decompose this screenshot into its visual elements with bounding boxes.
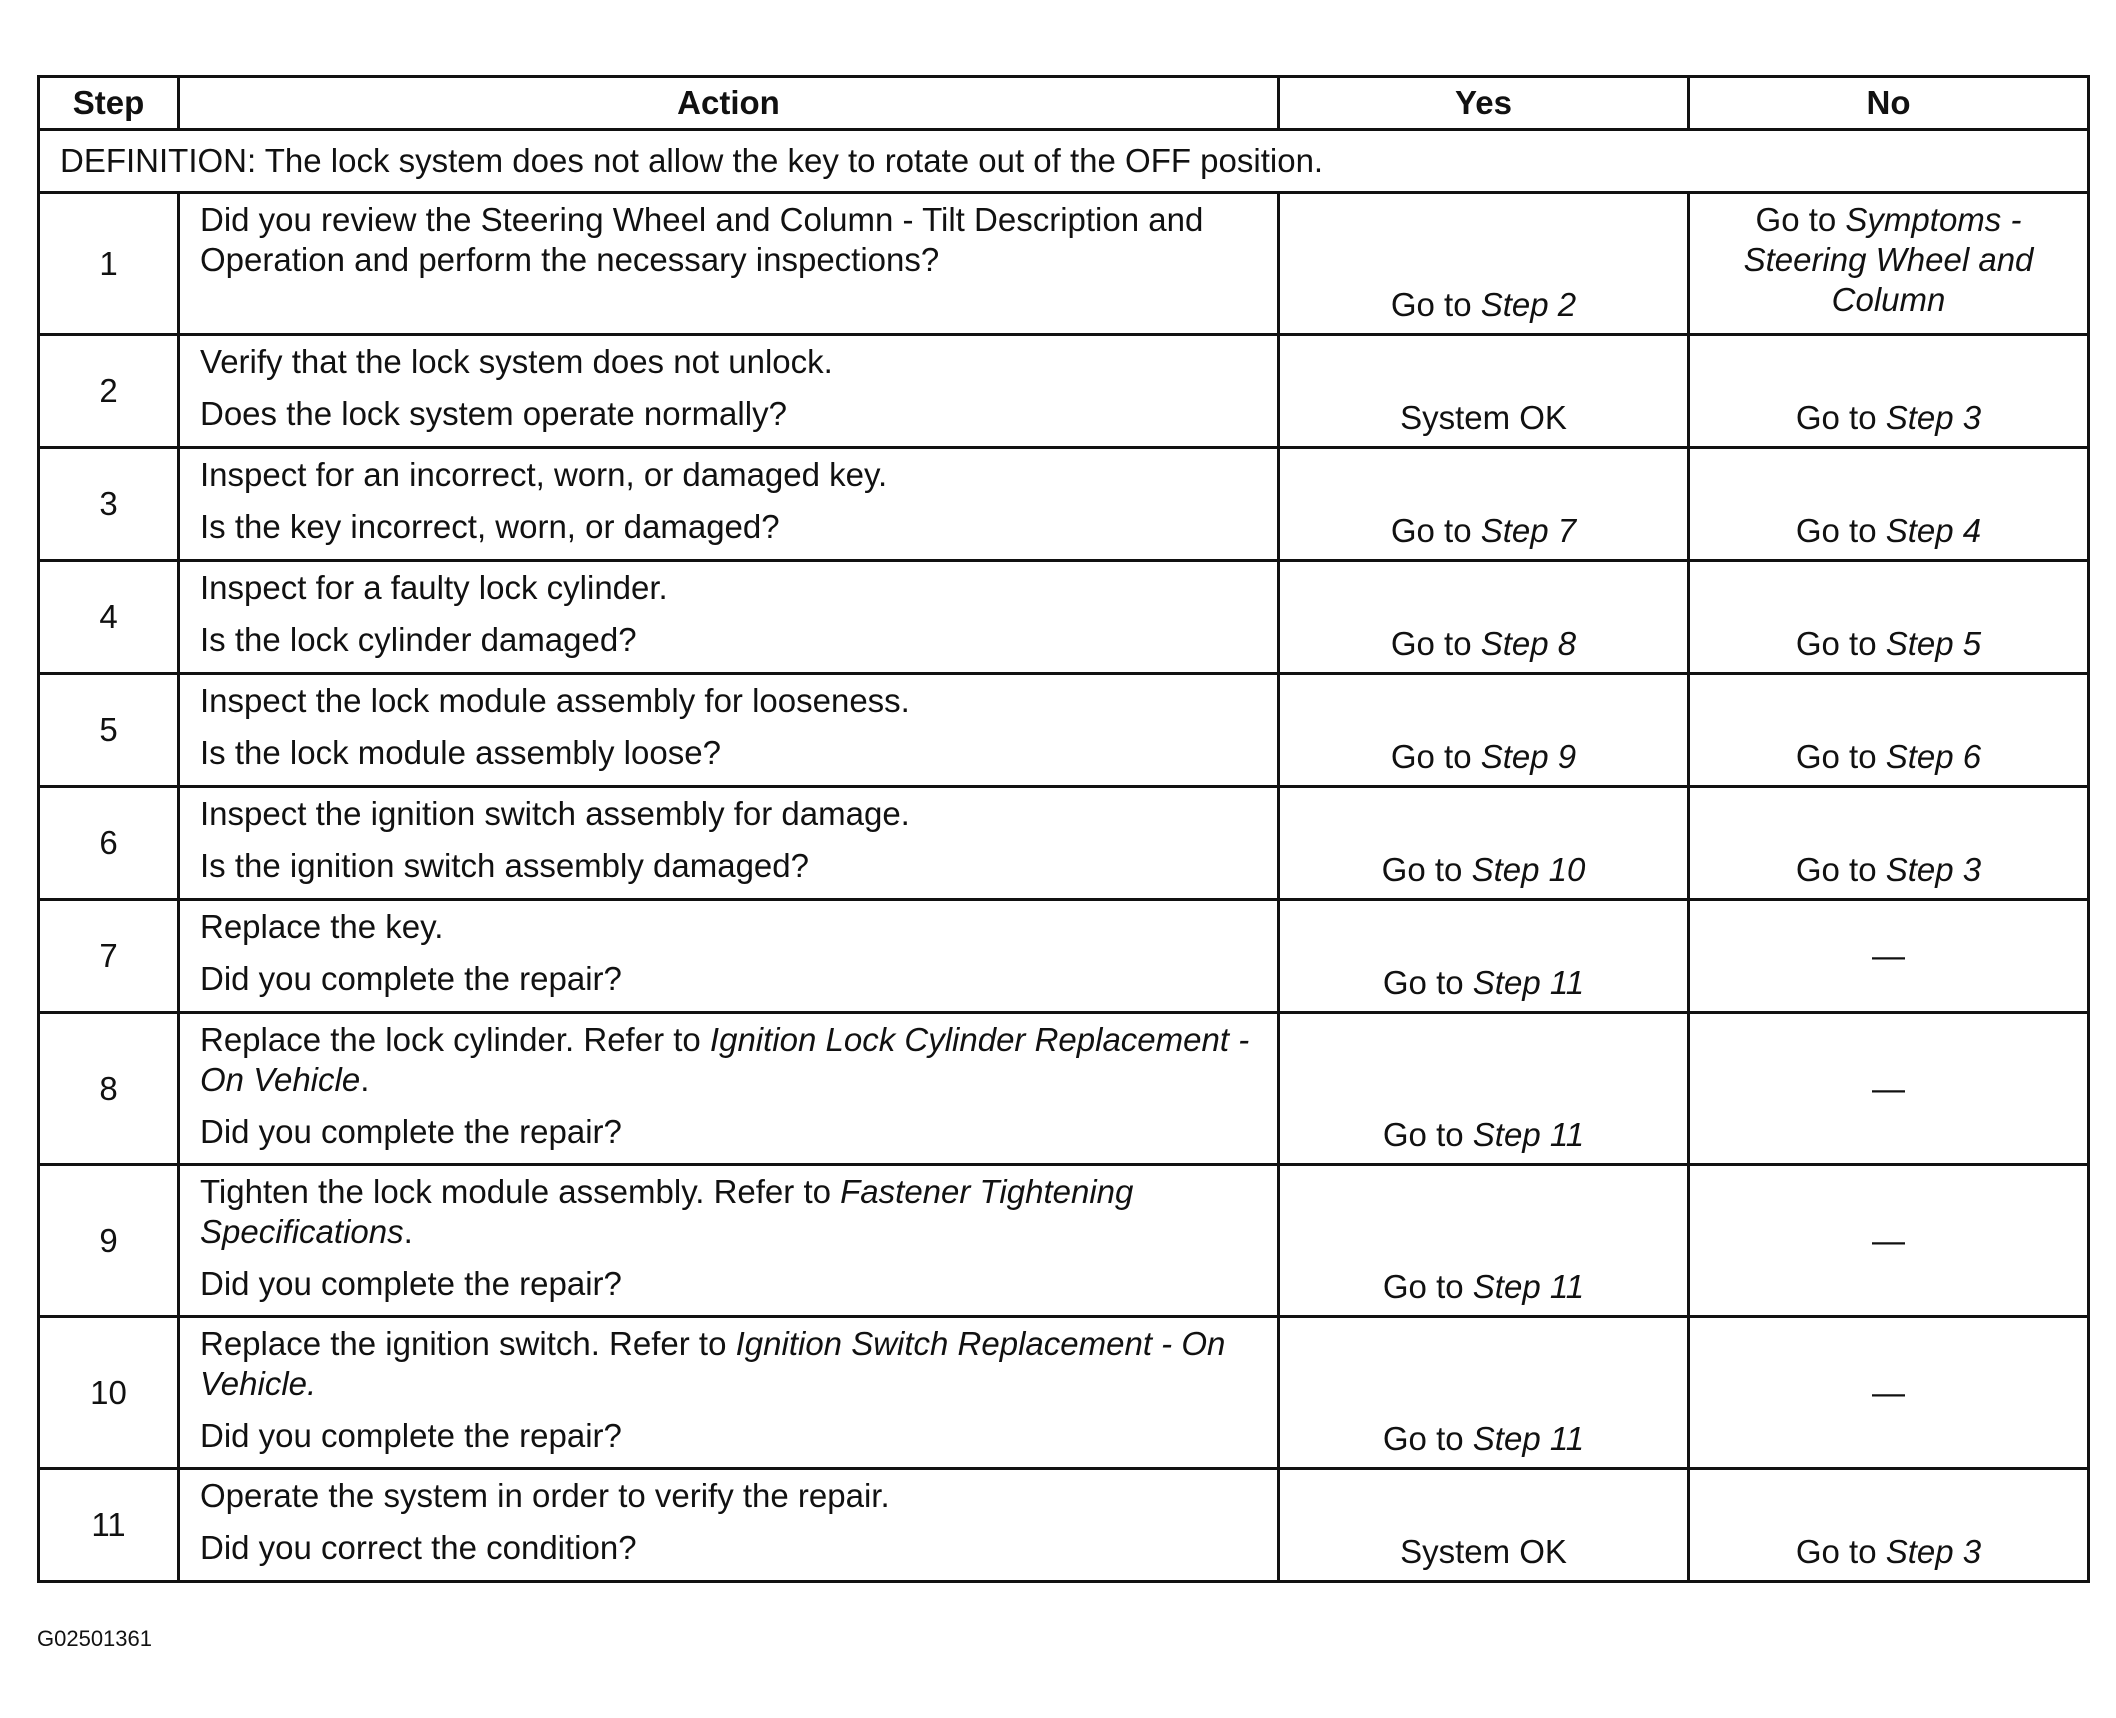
step-number: 8 [39,1013,179,1165]
action-text: Inspect the lock module assembly for looseness. [200,682,910,719]
header-yes: Yes [1279,77,1689,130]
yes-cell: System OK [1279,335,1689,448]
no-prefix: Go to [1755,201,1846,238]
table-row [39,1165,2089,1317]
yes-step-ref: Step 7 [1480,512,1577,549]
no-cell: — [1689,1013,2089,1165]
step-number: 11 [39,1469,179,1582]
action-cell [179,674,1279,787]
yes-step-ref: Step 10 [1471,851,1586,888]
step-number: 5 [39,674,179,787]
header-row [39,77,2089,130]
no-cell: — [1689,900,2089,1013]
header-no: No [1689,77,2089,130]
table-row [39,1469,2089,1582]
yes-prefix: Go to [1390,286,1481,323]
diagnostic-table [37,75,2090,1583]
yes-prefix: Go to [1381,851,1472,888]
table-row [39,787,2089,900]
no-step-ref: Step 5 [1885,625,1982,662]
no-prefix: Go to [1795,512,1886,549]
action-lead: Replace the lock cylinder. Refer to [200,1021,710,1058]
yes-prefix: Go to [1382,1268,1473,1305]
table-row [39,1317,2089,1469]
step-number: 4 [39,561,179,674]
step-number: 6 [39,787,179,900]
no-prefix: Go to [1795,851,1886,888]
action-cell [179,787,1279,900]
no-cell [1689,787,2089,900]
action-question: Did you complete the repair? [200,1113,622,1150]
action-question: Is the lock module assembly loose? [200,734,721,771]
yes-step-ref: Step 11 [1472,1268,1585,1305]
step-number: 9 [39,1165,179,1317]
no-cell [1689,335,2089,448]
action-lead: Tighten the lock module assembly. Refer to [200,1173,841,1210]
no-cell [1689,1469,2089,1582]
action-question: Is the ignition switch assembly damaged? [200,847,809,884]
no-step-ref: Step 3 [1885,851,1982,888]
step-number: 3 [39,448,179,561]
action-text: Verify that the lock system does not unlock. [200,343,833,380]
yes-cell [1279,674,1689,787]
table-row [39,674,2089,787]
yes-cell: System OK [1279,1469,1689,1582]
header-step: Step [39,77,179,130]
action-text: Inspect for an incorrect, worn, or damaged key. [200,456,888,493]
definition-row [39,130,2089,193]
no-cell [1689,193,2089,335]
yes-prefix: Go to [1382,964,1473,1001]
action-text: Inspect for a faulty lock cylinder. [200,569,668,606]
yes-cell [1279,787,1689,900]
definition-text: DEFINITION: The lock system does not allow the key to rotate out of the OFF position. [39,130,2089,193]
yes-step-ref: Step 9 [1480,738,1577,775]
table-row [39,561,2089,674]
yes-prefix: Go to [1390,625,1481,662]
action-cell [179,193,1279,335]
action-tail: . [360,1061,370,1098]
step-number: 10 [39,1317,179,1469]
yes-prefix: Go to [1382,1116,1473,1153]
step-number: 2 [39,335,179,448]
yes-cell [1279,1013,1689,1165]
yes-cell [1279,1165,1689,1317]
action-cell [179,1317,1279,1469]
yes-step-ref: Step 2 [1480,286,1577,323]
no-ref: Symptoms - Steering Wheel and Column [1743,201,2034,318]
table-row [39,900,2089,1013]
no-prefix: Go to [1795,1533,1886,1570]
figure-id: G02501361 [37,1626,152,1651]
yes-step-ref: Step 8 [1480,625,1577,662]
no-step-ref: Step 3 [1885,1533,1982,1570]
action-question: Does the lock system operate normally? [200,395,787,432]
yes-step-ref: Step 11 [1472,964,1585,1001]
table-row [39,335,2089,448]
yes-prefix: Go to [1390,512,1481,549]
action-text [200,1324,1257,1404]
action-lead: Replace the ignition switch. Refer to [200,1325,736,1362]
action-question: Did you correct the condition? [200,1529,637,1566]
no-cell: — [1689,1317,2089,1469]
action-cell [179,1013,1279,1165]
no-prefix: Go to [1795,625,1886,662]
no-step-ref: Step 6 [1885,738,1982,775]
no-cell [1689,674,2089,787]
action-cell [179,1469,1279,1582]
action-question: Is the lock cylinder damaged? [200,621,637,658]
yes-cell [1279,193,1689,335]
no-cell [1689,561,2089,674]
action-cell [179,900,1279,1013]
action-text: Operate the system in order to verify the repair. [200,1477,890,1514]
header-action: Action [179,77,1279,130]
action-tail: . [403,1213,413,1250]
yes-cell [1279,448,1689,561]
action-text: Did you review the Steering Wheel and Column - Tilt Description and Operation and perform the necessary inspections? [200,201,1204,278]
action-reference: Ignition Lock Cylinder Replacement - On Vehicle [200,1021,1250,1098]
yes-prefix: Go to [1382,1420,1473,1457]
yes-cell [1279,1317,1689,1469]
action-question: Did you complete the repair? [200,1417,622,1454]
action-cell [179,335,1279,448]
yes-cell [1279,561,1689,674]
no-prefix: Go to [1795,399,1886,436]
action-text [200,1172,1257,1252]
no-step-ref: Step 3 [1885,399,1982,436]
no-step-ref: Step 4 [1885,512,1982,549]
action-cell [179,561,1279,674]
no-prefix: Go to [1795,738,1886,775]
yes-cell [1279,900,1689,1013]
step-number: 1 [39,193,179,335]
no-cell: — [1689,1165,2089,1317]
action-reference: Ignition Switch Replacement - On Vehicle. [200,1325,1226,1402]
table-row [39,448,2089,561]
table-row [39,193,2089,335]
yes-step-ref: Step 11 [1472,1116,1585,1153]
yes-prefix: Go to [1390,738,1481,775]
action-text: Inspect the ignition switch assembly for damage. [200,795,910,832]
no-cell [1689,448,2089,561]
table-row [39,1013,2089,1165]
action-question: Did you complete the repair? [200,960,622,997]
yes-step-ref: Step 11 [1472,1420,1585,1457]
action-reference: Fastener Tightening Specifications [200,1173,1134,1250]
action-text [200,1020,1257,1100]
action-question: Is the key incorrect, worn, or damaged? [200,508,780,545]
action-cell [179,448,1279,561]
action-cell [179,1165,1279,1317]
step-number: 7 [39,900,179,1013]
action-question: Did you complete the repair? [200,1265,622,1302]
action-text: Replace the key. [200,908,444,945]
